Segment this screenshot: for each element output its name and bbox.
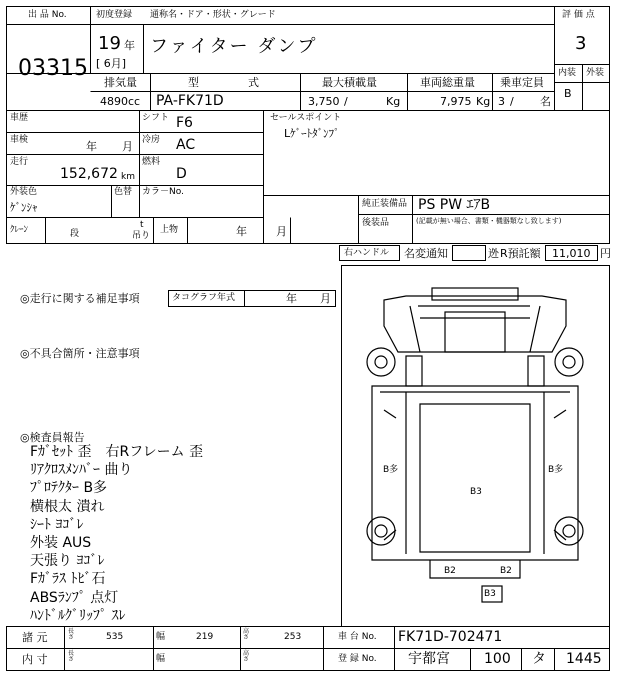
first-reg-year: 19 <box>98 33 121 54</box>
length-label: 長さ <box>68 628 75 641</box>
crane-step: 段 <box>70 229 80 239</box>
ac-label: 冷房 <box>142 135 161 145</box>
interior-grade: B <box>564 87 572 100</box>
gross-weight-label: 車両総重量 <box>420 76 475 89</box>
mark-rear-right: B2 <box>500 566 512 576</box>
chassis-value: FK71D-702471 <box>398 629 503 645</box>
crane-label: ｸﾚｰﾝ <box>10 225 29 235</box>
defects-title: ◎不具合箇所・注意事項 <box>20 347 140 360</box>
gross-weight-value: 7,975 <box>440 95 472 108</box>
interior-label: 内装 <box>558 68 577 78</box>
mark-bed-center: B3 <box>470 487 482 497</box>
first-reg-label: 初度登録 <box>96 10 133 20</box>
inspector-line: ｼｰﾄ ﾖｺﾞﾚ <box>30 516 84 533</box>
model-label-2: 式 <box>248 76 259 89</box>
equipment-value: PS PW ｴｱB <box>418 197 491 213</box>
max-load-sep: / <box>344 95 348 108</box>
mark-rear-left: B2 <box>444 566 456 576</box>
length-label-2: 長さ <box>68 650 75 663</box>
inspector-title: ◎検査員報告 <box>20 431 85 444</box>
equipment-label: 純正装備品 <box>362 199 408 209</box>
mark-right-side: B多 <box>548 465 564 475</box>
lot-number: 03315 <box>18 56 88 81</box>
registration-class: 100 <box>484 651 511 667</box>
inspector-line: ﾘｱｸﾛｽﾒﾝﾊﾞｰ 曲り <box>30 462 133 479</box>
color-code-label: 色替 <box>114 187 133 197</box>
name-label: 通称名・ドア・形状・グレード <box>150 10 276 20</box>
grade-score: 3 <box>575 33 587 54</box>
inspector-line: ABSﾗﾝﾌﾟ 点灯 <box>30 589 119 606</box>
supplement-title: ◎走行に関する補足事項 <box>20 292 140 305</box>
ext-color-value: ｹﾞﾝｼｬ <box>10 201 38 214</box>
registration-region: 宇都宮 <box>408 651 450 667</box>
ac-value: AC <box>176 137 196 153</box>
first-reg-year-unit: 年 <box>124 39 135 52</box>
shift-value: F6 <box>176 115 193 131</box>
inspection-label: 車検 <box>10 135 29 145</box>
first-reg-month: [ 6月] <box>96 57 127 70</box>
inspector-line: 横根太 潰れ <box>30 498 105 515</box>
inspection-year: 年 <box>86 140 97 153</box>
color-no-label: カラ－No. <box>142 187 184 197</box>
max-load-value: 3,750 <box>308 95 340 108</box>
capacity-sep: / <box>510 95 514 108</box>
gross-weight-unit: Kg <box>476 95 491 108</box>
chassis-label: 車 台 No. <box>338 632 377 642</box>
fuel-label: 燃料 <box>142 157 161 167</box>
length-value: 535 <box>106 632 124 642</box>
inspector-line: ﾌﾟﾛﾃｸﾀｰ B多 <box>30 480 108 497</box>
registration-kana: タ <box>532 651 546 667</box>
fuel-value: D <box>176 166 187 182</box>
dimensions-label: 諸 元 <box>22 631 48 644</box>
mileage-label: 走行 <box>10 157 29 167</box>
aftermarket-note: (記載が無い場合、書類・機器類なし致します) <box>416 217 562 225</box>
crane-t: t <box>140 220 144 230</box>
inspection-month: 月 <box>122 140 133 153</box>
max-load-unit: Kg <box>386 95 401 108</box>
tacho-month: 月 <box>320 292 331 305</box>
lift-month: 月 <box>276 225 287 238</box>
exterior-label: 外装 <box>586 68 605 78</box>
lift-year: 年 <box>236 225 247 238</box>
width-label: 幅 <box>156 632 166 642</box>
inspector-line: ﾊﾝﾄﾞﾙｸﾞﾘｯﾌﾟ ｽﾚ <box>30 607 126 624</box>
windshield-top <box>432 288 518 300</box>
tacho-label: タコグラフ年式 <box>172 293 236 303</box>
sales-point-label: セールスポイント <box>270 113 342 123</box>
lift-label: 上物 <box>160 225 179 235</box>
max-load-label: 最大積載量 <box>322 76 377 89</box>
recycle-value: 11,010 <box>552 247 591 260</box>
grade-label: 評 価 点 <box>562 10 595 20</box>
mileage-value: 152,672 <box>60 166 118 182</box>
capacity-label: 乗車定員 <box>500 76 544 89</box>
capacity-value: 3 <box>498 95 505 108</box>
deposit-label: 迯 <box>488 247 499 260</box>
tacho-year: 年 <box>286 292 297 305</box>
displacement-unit: cc <box>128 95 141 108</box>
model-value: PA-FK71D <box>156 93 224 109</box>
inner-dim-label: 内 寸 <box>22 653 48 666</box>
height-label-2: 高さ <box>243 650 250 663</box>
drive-side: 右ハンドル <box>344 248 390 258</box>
height-value: 253 <box>284 632 302 642</box>
registration-number: 1445 <box>566 651 602 667</box>
width-value: 219 <box>196 632 214 642</box>
ext-color-label: 外装色 <box>10 187 38 197</box>
name-change-label: 名変通知 <box>404 247 448 260</box>
crane-hook: 吊り <box>132 231 151 241</box>
shift-label: シフト <box>142 113 170 123</box>
aftermarket-label: 後装品 <box>362 218 390 228</box>
registration-label: 登 録 No. <box>338 654 377 664</box>
displacement-label: 排気量 <box>104 76 137 89</box>
mark-rear-bumper: B3 <box>484 589 496 599</box>
sales-point-text: Lｹﾞｰﾄﾀﾞﾝﾌﾟ <box>284 127 340 140</box>
inspector-line: Fｶﾞﾗｽ ﾄﾋﾞ石 <box>30 571 106 588</box>
car-name: ファイター ダンプ <box>150 36 318 57</box>
mileage-unit: km <box>121 172 135 182</box>
width-label-2: 幅 <box>156 654 166 664</box>
inspector-line: 外装 AUS <box>30 535 92 551</box>
recycle-unit: 円 <box>600 247 611 260</box>
mark-left-side: B多 <box>383 465 399 475</box>
lot-label: 出 品 No. <box>28 10 67 20</box>
displacement-value: 4890 <box>100 95 128 108</box>
history-label: 車歴 <box>10 113 29 123</box>
recycle-label: R預託額 <box>500 247 541 260</box>
inspector-line: Fｶﾞｾｯﾄ 歪 右Rフレーム 歪 <box>30 444 204 460</box>
capacity-unit: 名 <box>540 95 551 108</box>
model-label: 型 <box>188 76 199 89</box>
height-label: 高さ <box>243 628 250 641</box>
inspector-line: 天張り ﾖｺﾞﾚ <box>30 553 105 570</box>
